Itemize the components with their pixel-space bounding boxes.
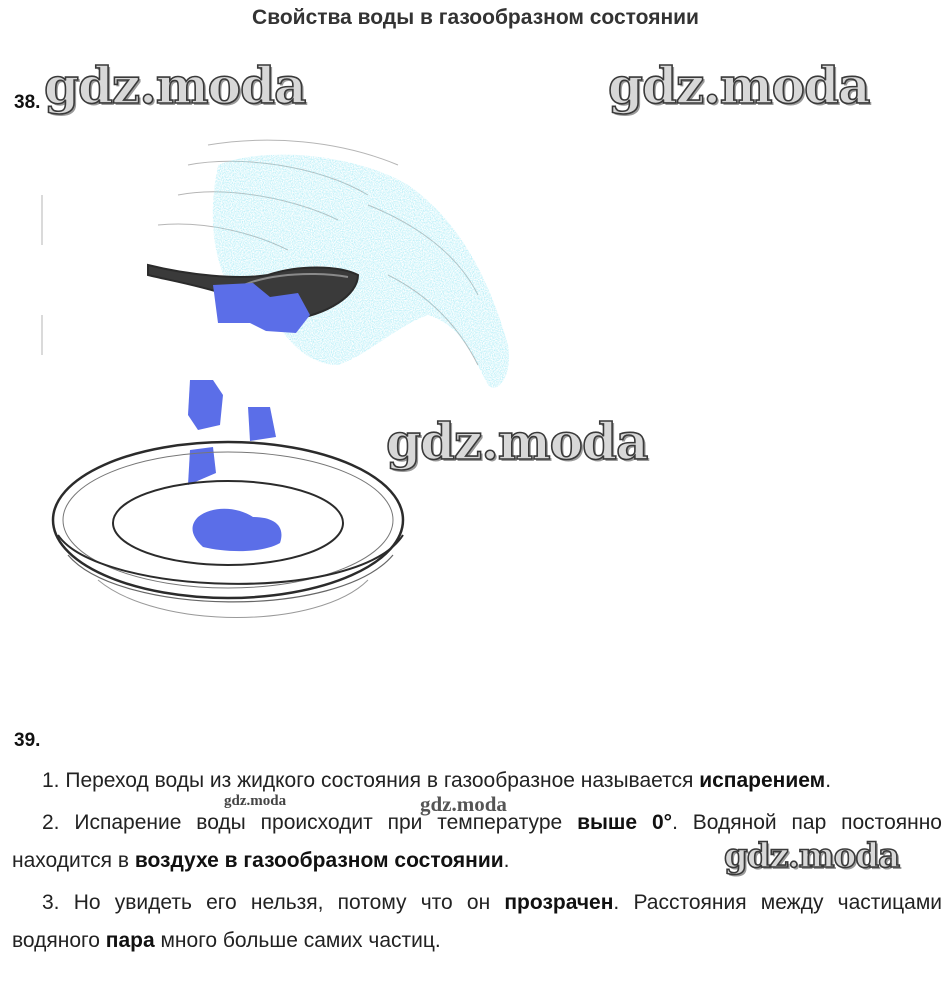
steam-cloud xyxy=(213,155,509,388)
evaporation-illustration xyxy=(38,125,518,645)
watermark-logo: gdz.moda xyxy=(386,412,648,471)
answer-line-1: 1. Переход воды из жидкого состояния в газообразное называется испарением. xyxy=(42,769,832,792)
answer-keyword: выше 0° xyxy=(577,811,673,834)
answer-keyword: прозрачен xyxy=(504,891,614,914)
answer-keyword: воздухе в газообразном состоянии xyxy=(134,849,504,872)
page-title: Свойства воды в газообразном состоянии xyxy=(252,6,699,29)
water-in-plate xyxy=(193,509,282,551)
task-38-number: 38. xyxy=(14,92,41,113)
watermark-logo: gdz.moda xyxy=(224,793,287,809)
watermark-logo: gdz.moda xyxy=(724,836,900,876)
watermark-logo: gdz.moda xyxy=(608,56,870,115)
water-drop xyxy=(188,380,223,430)
answer-line-3: 3. Но увидеть его нельзя, потому что он прозрачен. Расстояния между частицами водяного пара много больше самих частиц. xyxy=(12,891,942,952)
watermark-logo: gdz.moda xyxy=(420,792,507,816)
task-39-number: 39. xyxy=(14,730,41,751)
answer-keyword: испарением xyxy=(699,769,826,792)
water-drop xyxy=(248,407,276,441)
answer-line-2: 2. Испарение воды происходит при температуре выше 0°. Водяной пар постоянно находится в воздухе в газообразном состоянии. xyxy=(12,811,942,872)
watermark-logo: gdz.moda xyxy=(44,56,306,115)
answer-keyword: пара xyxy=(105,929,155,952)
